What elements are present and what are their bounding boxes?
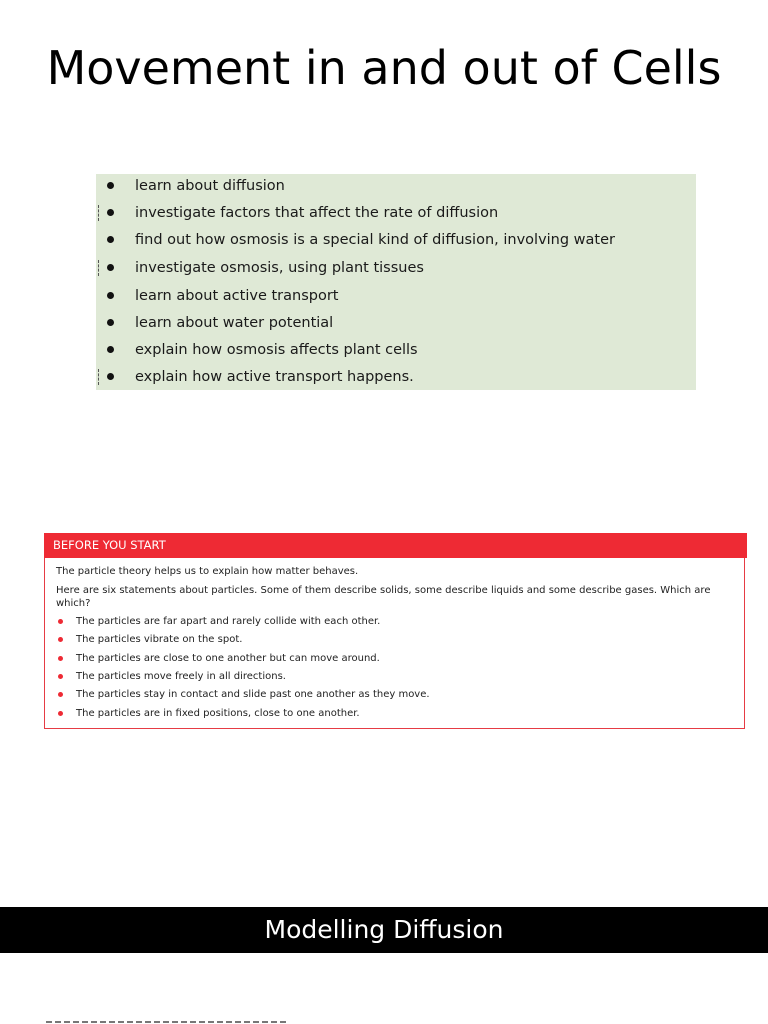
bullet-icon xyxy=(107,182,114,189)
bullet-icon xyxy=(107,209,114,216)
statement-text: The particles vibrate on the spot. xyxy=(76,634,243,645)
bullet-icon xyxy=(107,264,114,271)
red-bullet-icon xyxy=(58,619,63,624)
bullet-icon xyxy=(107,292,114,299)
red-bullet-icon xyxy=(58,674,63,679)
bullet-icon xyxy=(107,236,114,243)
section-banner xyxy=(0,907,768,953)
objective-text: learn about diffusion xyxy=(135,178,285,194)
bullet-icon xyxy=(107,373,114,380)
title-text: Movement in and out of Cells xyxy=(46,41,722,95)
objective-text: learn about active transport xyxy=(135,288,339,304)
marker-icon xyxy=(98,369,99,385)
objective-text: explain how osmosis affects plant cells xyxy=(135,342,418,358)
statement-text: The particles are close to one another but can move around. xyxy=(76,653,380,664)
statement-text: The particles are in fixed positions, close to one another. xyxy=(76,708,360,719)
statement-text: The particles are far apart and rarely collide with each other. xyxy=(76,616,381,627)
marker-icon xyxy=(98,205,99,221)
statement-text: The particles move freely in all directions. xyxy=(76,671,286,682)
bullet-icon xyxy=(107,346,114,353)
objective-text: explain how active transport happens. xyxy=(135,369,414,385)
cut-off-text-line xyxy=(46,1018,296,1024)
objective-text: investigate osmosis, using plant tissues xyxy=(135,260,424,276)
objective-text: learn about water potential xyxy=(135,315,334,331)
red-bullet-icon xyxy=(58,692,63,697)
intro-text: The particle theory helps us to explain how matter behaves. xyxy=(56,566,359,577)
question-text: Here are six statements about particles. Some of them describe solids, some describe liquids and some describe gases. Which are which? xyxy=(56,585,711,609)
statement-text: The particles stay in contact and slide past one another as they move. xyxy=(76,689,430,700)
bullet-icon xyxy=(107,319,114,326)
red-bullet-icon xyxy=(58,656,63,661)
objective-text: investigate factors that affect the rate of diffusion xyxy=(135,205,499,221)
learning-objectives-list xyxy=(96,174,696,390)
marker-icon xyxy=(98,260,99,276)
page-title xyxy=(0,42,768,94)
before-you-start-heading: BEFORE YOU START xyxy=(44,533,747,558)
section-banner-title: Modelling Diffusion xyxy=(264,915,504,944)
red-bullet-icon xyxy=(58,711,63,716)
objective-text: find out how osmosis is a special kind of diffusion, involving water xyxy=(135,232,615,248)
before-you-start-box xyxy=(44,533,745,729)
red-bullet-icon xyxy=(58,637,63,642)
